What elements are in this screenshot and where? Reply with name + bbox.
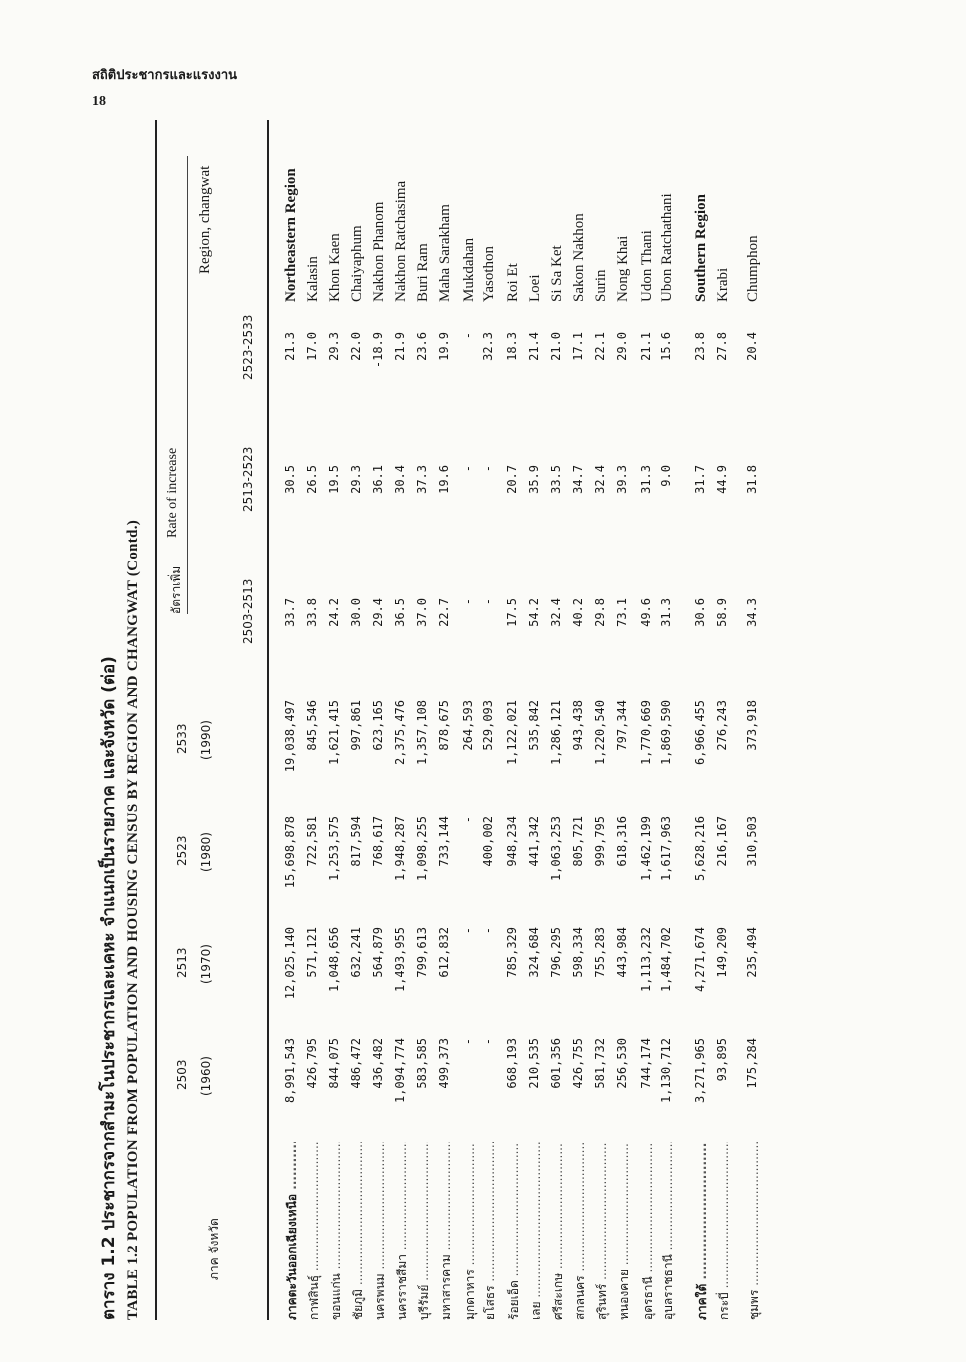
row-name-thai: ภาคตะวันออกเฉียงเหนือ ..... [283,1142,302,1320]
cell-1960: 3,271,965 [693,1038,707,1104]
cell-1980: 310,503 [745,816,759,867]
row-name-thai: มหาสารคาม ..... [437,1142,456,1320]
row-name-thai: มุกดาหาร ..... [461,1142,480,1320]
table-title-en: TABLE 1.2 POPULATION FROM POPULATION AND HOUSING CENSUS BY REGION AND CHANGWAT (Contd.) [125,519,141,1320]
cell-1990: 623,165 [371,700,385,751]
cell-rate-2513-2523: 34.7 [571,465,585,494]
cell-rate-2523-2533: 15.6 [659,332,673,361]
row-name-thai: ชุมพร ..... [745,1142,764,1320]
table-title-thai: ตาราง 1.2 ประชากรจากสำมะโนประชากรและเคหะ จำแนกเป็นรายภาค และจังหวัด (ต่อ) [99,656,119,1320]
cell-rate-2523-2533: 21.3 [283,332,297,361]
cell-1960: 1,094,774 [393,1038,407,1104]
cell-1980: 441,342 [527,816,541,867]
cell-rate-2523-2533: 32.3 [481,332,495,361]
row-name-en: Kalasin [305,256,321,302]
cell-rate-2503-2513: 58.9 [715,598,729,627]
cell-rate-2523-2533: 22.0 [349,332,363,361]
cell-1960: 583,585 [415,1038,429,1089]
cell-1990: 529,093 [481,700,495,751]
cell-1980: 1,948,287 [393,816,407,882]
cell-rate-2503-2513: 22.7 [437,598,451,627]
header-period-2: 2513-2523 [241,446,255,512]
cell-rate-2523-2533: 17.1 [571,332,585,361]
row-name-en: Maha Sarakham [437,204,453,302]
row-name-en: Loei [527,274,543,302]
row-name-en: Udon Thani [639,230,655,302]
cell-1980: 216,167 [715,816,729,867]
cell-1990: 878,675 [437,700,451,751]
cell-rate-2523-2533: - [461,332,475,340]
table-row [571,120,591,1320]
cell-rate-2503-2513: 54.2 [527,598,541,627]
row-name-thai: ชัยภูมิ ..... [349,1142,368,1320]
cell-1970: 612,832 [437,927,451,978]
cell-1970: 785,329 [505,927,519,978]
cell-1980: 1,063,253 [549,816,563,882]
cell-1960: 93,895 [715,1038,729,1082]
cell-1980: 733,144 [437,816,451,867]
row-name-en: Nong Khai [615,235,631,302]
row-name-en: Surin [593,269,609,302]
table-row [461,120,481,1320]
row-name-en: Si Sa Ket [549,245,565,302]
cell-1990: 1,122,021 [505,700,519,766]
table-row [437,120,457,1320]
cell-1960: 499,373 [437,1038,451,1089]
header-rate-en: Rate of increase [165,447,180,538]
row-name-thai: บุรีรัมย์ ..... [415,1142,434,1320]
header-year-1: 2503 [175,1059,189,1090]
cell-rate-2513-2523: 39.3 [615,465,629,494]
cell-1980: 5,628,216 [693,816,707,882]
table-row [745,120,765,1320]
cell-1970: 149,209 [715,927,729,978]
cell-1980: 1,462,199 [639,816,653,882]
cell-1970: 598,334 [571,927,585,978]
cell-rate-2503-2513: 33.7 [283,598,297,627]
row-name-thai: สุรินทร์ ..... [593,1142,612,1320]
cell-1970: 796,295 [549,927,563,978]
cell-1980: 948,234 [505,816,519,867]
cell-rate-2503-2513: 24.2 [327,598,341,627]
cell-rate-2503-2513: 36.5 [393,598,407,627]
table-row [615,120,635,1320]
cell-rate-2513-2523: 26.5 [305,465,319,494]
header-year-2: 2513 [175,947,189,978]
row-name-en: Mukdahan [461,237,477,302]
table-row [305,120,325,1320]
cell-rate-2503-2513: 33.8 [305,598,319,627]
cell-1970: 564,879 [371,927,385,978]
cell-1970: 1,113,232 [639,927,653,993]
row-name-thai: ขอนแก่น ..... [327,1142,346,1320]
header-region-en: Region, changwat [197,165,213,274]
cell-1980: 999,795 [593,816,607,867]
cell-rate-2513-2523: 9.0 [659,465,673,487]
cell-rate-2503-2513: 30.6 [693,598,707,627]
row-name-thai: นครพนม ..... [371,1142,390,1320]
row-name-en: Krabi [715,267,731,302]
cell-1960: - [461,1038,475,1046]
cell-1990: 2,375,476 [393,700,407,766]
cell-1960: 436,482 [371,1038,385,1089]
cell-1960: 8,991,543 [283,1038,297,1104]
cell-1970: - [461,927,475,935]
row-name-thai: นครราชสีมา ..... [393,1142,412,1320]
row-name-en: Sakon Nakhon [571,213,587,302]
cell-1980: 618,316 [615,816,629,867]
row-name-thai: กาฬสินธุ์ ..... [305,1142,324,1320]
cell-rate-2513-2523: - [481,465,495,473]
cell-1990: 1,220,540 [593,700,607,766]
table-row [527,120,547,1320]
cell-1980: 15,698,878 [283,816,297,889]
cell-rate-2503-2513: 31.3 [659,598,673,627]
cell-rate-2513-2523: 20.7 [505,465,519,494]
cell-1990: 943,438 [571,700,585,751]
cell-rate-2513-2523: 19.5 [327,465,341,494]
cell-1960: 668,193 [505,1038,519,1089]
region-row [283,120,303,1320]
row-name-en: Chaiyaphum [349,225,365,302]
cell-1990: 373,918 [745,700,759,751]
row-name-thai: เลย ..... [527,1142,546,1320]
table-row [549,120,569,1320]
region-row [693,120,713,1320]
cell-1990: 264,593 [461,700,475,751]
cell-1960: 426,755 [571,1038,585,1089]
cell-1990: 276,243 [715,700,729,751]
row-name-thai: หนองคาย ..... [615,1142,634,1320]
cell-rate-2503-2513: 32.4 [549,598,563,627]
cell-1970: 632,241 [349,927,363,978]
row-name-thai: ภาคใต้ ..... [693,1142,712,1320]
top-rule [155,120,157,1320]
header-rate-thai: อัตราเพิ่ม [169,565,183,614]
cell-1960: 601,356 [549,1038,563,1089]
cell-rate-2513-2523: 31.8 [745,465,759,494]
header-year-4-en: (1990) [199,720,213,760]
cell-rate-2503-2513: 73.1 [615,598,629,627]
cell-rate-2503-2513: 37.0 [415,598,429,627]
cell-1970: 799,613 [415,927,429,978]
row-name-thai: อุดรธานี ..... [639,1142,658,1320]
cell-1990: 797,344 [615,700,629,751]
cell-1980: 1,253,575 [327,816,341,882]
row-name-thai: อุบลราชธานี ..... [659,1142,678,1320]
cell-1970: 235,494 [745,927,759,978]
row-name-en: Northeastern Region [283,168,299,302]
cell-1990: 535,842 [527,700,541,751]
cell-rate-2523-2533: 18.3 [505,332,519,361]
cell-rate-2523-2533: 23.8 [693,332,707,361]
cell-rate-2523-2533: 19.9 [437,332,451,361]
row-name-en: Roi Et [505,263,521,302]
cell-1980: 805,721 [571,816,585,867]
cell-1970: 755,283 [593,927,607,978]
cell-1970: 1,484,702 [659,927,673,993]
cell-1960: 256,530 [615,1038,629,1089]
table-row [659,120,679,1320]
cell-1960: 1,130,712 [659,1038,673,1104]
cell-1960: 426,795 [305,1038,319,1089]
header-period-3: 2523-2533 [241,314,255,380]
table-sheet [95,120,875,1320]
table-row [505,120,525,1320]
header-rule [267,120,269,1320]
cell-rate-2523-2533: 21.1 [639,332,653,361]
cell-1990: 997,861 [349,700,363,751]
cell-rate-2503-2513: 29.8 [593,598,607,627]
cell-1980: 1,617,963 [659,816,673,882]
page-number: 18 [92,94,106,109]
cell-1990: 1,286,121 [549,700,563,766]
cell-rate-2513-2523: 36.1 [371,465,385,494]
cell-rate-2523-2533: 29.0 [615,332,629,361]
row-name-en: Ubon Ratchathani [659,193,675,302]
cell-1960: 581,732 [593,1038,607,1089]
cell-1960: 486,472 [349,1038,363,1089]
cell-1970: 571,121 [305,927,319,978]
cell-1990: 1,770,669 [639,700,653,766]
table-row [593,120,613,1320]
cell-rate-2523-2533: 27.8 [715,332,729,361]
page-header: สถิติประชากรและแรงงาน [92,68,238,83]
cell-rate-2513-2523: 19.6 [437,465,451,494]
table-row [327,120,347,1320]
header-year-4: 2533 [175,723,189,754]
header-year-1-en: (1960) [199,1056,213,1096]
cell-rate-2503-2513: 17.5 [505,598,519,627]
cell-rate-2513-2523: 35.9 [527,465,541,494]
cell-rate-2513-2523: - [461,465,475,473]
cell-rate-2503-2513: - [481,598,495,606]
cell-1990: 1,869,590 [659,700,673,766]
cell-1990: 1,621,415 [327,700,341,766]
cell-1990: 845,546 [305,700,319,751]
cell-rate-2503-2513: 34.3 [745,598,759,627]
cell-rate-2523-2533: 21.9 [393,332,407,361]
cell-rate-2523-2533: 29.3 [327,332,341,361]
table-row [481,120,501,1320]
cell-rate-2503-2513: 29.4 [371,598,385,627]
cell-rate-2523-2533: 22.1 [593,332,607,361]
cell-1960: 175,284 [745,1038,759,1089]
row-name-thai: กระบี่ ..... [715,1142,734,1320]
cell-1980: 400,002 [481,816,495,867]
header-year-3: 2523 [175,835,189,866]
cell-rate-2523-2533: 21.4 [527,332,541,361]
header-year-3-en: (1980) [199,832,213,872]
cell-1970: 443,984 [615,927,629,978]
cell-1980: 1,098,255 [415,816,429,882]
cell-1980: 817,594 [349,816,363,867]
cell-rate-2513-2523: 33.5 [549,465,563,494]
cell-1980: - [461,816,475,824]
rate-subrule [187,156,188,614]
row-name-thai: ยโสธร ..... [481,1142,500,1320]
row-name-en: Chumphon [745,235,761,302]
table-row [415,120,435,1320]
table-row [715,120,735,1320]
row-name-thai: ศรีสะเกษ ..... [549,1142,568,1320]
cell-rate-2503-2513: 40.2 [571,598,585,627]
cell-1970: 12,025,140 [283,927,297,1000]
cell-rate-2523-2533: 21.0 [549,332,563,361]
cell-1970: 4,271,674 [693,927,707,993]
cell-1970: - [481,927,495,935]
header-year-2-en: (1970) [199,944,213,984]
row-name-thai: สกลนคร ..... [571,1142,590,1320]
cell-1970: 324,684 [527,927,541,978]
cell-1970: 1,493,955 [393,927,407,993]
cell-rate-2523-2533: 23.6 [415,332,429,361]
row-name-en: Yasothon [481,246,497,302]
cell-rate-2513-2523: 32.4 [593,465,607,494]
cell-rate-2503-2513: 49.6 [639,598,653,627]
cell-1960: - [481,1038,495,1046]
cell-1990: 6,966,455 [693,700,707,766]
cell-rate-2503-2513: - [461,598,475,606]
cell-1970: 1,048,656 [327,927,341,993]
cell-rate-2513-2523: 30.4 [393,465,407,494]
cell-1960: 744,174 [639,1038,653,1089]
row-name-en: Khon Kaen [327,233,343,302]
row-name-thai: ร้อยเอ็ด ..... [505,1142,524,1320]
table-row [349,120,369,1320]
cell-1980: 768,617 [371,816,385,867]
cell-rate-2513-2523: 44.9 [715,465,729,494]
table-row [393,120,413,1320]
row-name-en: Nakhon Phanom [371,201,387,302]
row-name-en: Nakhon Ratchasima [393,180,409,302]
table-row [639,120,659,1320]
cell-rate-2513-2523: 31.3 [639,465,653,494]
row-name-en: Southern Region [693,194,709,302]
row-name-en: Buri Ram [415,243,431,302]
cell-rate-2523-2533: 17.0 [305,332,319,361]
cell-rate-2523-2533: 20.4 [745,332,759,361]
table-row [371,120,391,1320]
cell-rate-2513-2523: 29.3 [349,465,363,494]
cell-1980: 722,581 [305,816,319,867]
cell-rate-2503-2513: 30.0 [349,598,363,627]
cell-rate-2513-2523: 30.5 [283,465,297,494]
cell-1990: 1,357,108 [415,700,429,766]
cell-1990: 19,038,497 [283,700,297,773]
cell-1960: 210,535 [527,1038,541,1089]
header-region-thai: ภาค จังหวัด [207,1218,221,1280]
cell-rate-2523-2533: -18.9 [371,332,385,369]
cell-1960: 844,075 [327,1038,341,1089]
cell-rate-2513-2523: 37.3 [415,465,429,494]
cell-rate-2513-2523: 31.7 [693,465,707,494]
header-period-1: 2503-2513 [241,578,255,644]
